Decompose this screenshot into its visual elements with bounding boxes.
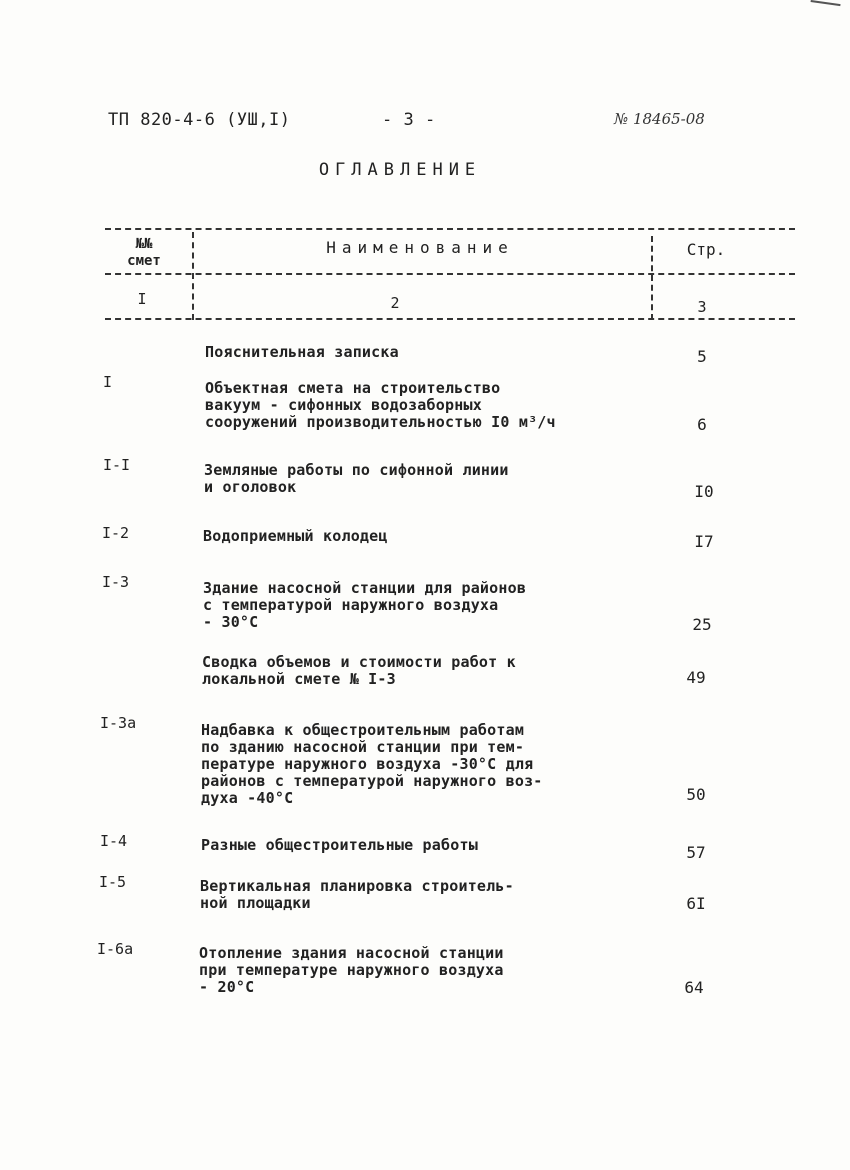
entry-name: Пояснительная записка [205,343,399,361]
page-title: ОГЛАВЛЕНИЕ [318,160,482,180]
entry-code: I-3 [102,573,130,591]
header-name: Наименование [326,238,514,257]
entry-name: Земляные работы по сифонной линии и оголовок [204,461,509,496]
entry-name: Отопление здания насосной станции при температуре наружного воздуха - 20°С [199,944,504,996]
table-mid-rule [105,273,795,275]
header-col2-number: 2 [390,294,400,312]
header-estimate-number: №№ смет [127,236,161,269]
entry-page: I0 [694,482,714,501]
document-code: ТП 820-4-6 (УШ,I) [108,110,291,130]
header-page: Стр. [686,240,726,259]
entry-page: 6I [686,894,706,913]
table-column-divider-2 [651,236,653,320]
entry-page: 5 [697,347,707,366]
entry-page: 50 [686,785,706,804]
table-column-divider-1 [192,232,194,320]
entry-page: 49 [686,668,706,687]
entry-code: I-I [103,456,131,474]
entry-code: I-5 [99,873,127,891]
entry-code: I-3а [100,714,137,732]
entry-page: 25 [692,615,712,634]
entry-page: I7 [694,532,714,551]
entry-name: Объектная смета на строительство вакуум - сифонных водозаборных сооружений производительностью I0 м³/ч [205,379,556,431]
page-marker: - 3 - [382,110,436,130]
entry-name: Здание насосной станции для районов с температурой наружного воздуха - 30°С [203,579,527,631]
entry-name: Надбавка к общестроительным работам по зданию насосной станции при тем- пературе наружного воздуха -30°С для районов с температурой наружного воз- духа -40°С [201,721,543,807]
entry-code: I-6а [97,940,134,958]
entry-name: Разные общестроительные работы [201,836,478,854]
entry-page: 57 [686,843,706,862]
table-bottom-rule [105,318,795,320]
header-col3-number: 3 [697,298,707,316]
entry-name: Водоприемный колодец [203,527,388,545]
page-corner-mark [809,0,840,14]
entry-code: I-4 [100,832,128,850]
entry-name: Вертикальная планировка строитель- ной площадки [200,877,514,912]
entry-page: 6 [697,415,707,434]
entry-page: 64 [684,978,704,997]
table-top-rule [105,228,795,230]
header-col1-number: I [137,290,147,308]
entry-code: I-2 [102,524,130,542]
entry-name: Сводка объемов и стоимости работ к локальной смете № I-3 [202,653,516,688]
entry-code: I [103,373,113,391]
inventory-number: № 18465-08 [614,110,705,128]
